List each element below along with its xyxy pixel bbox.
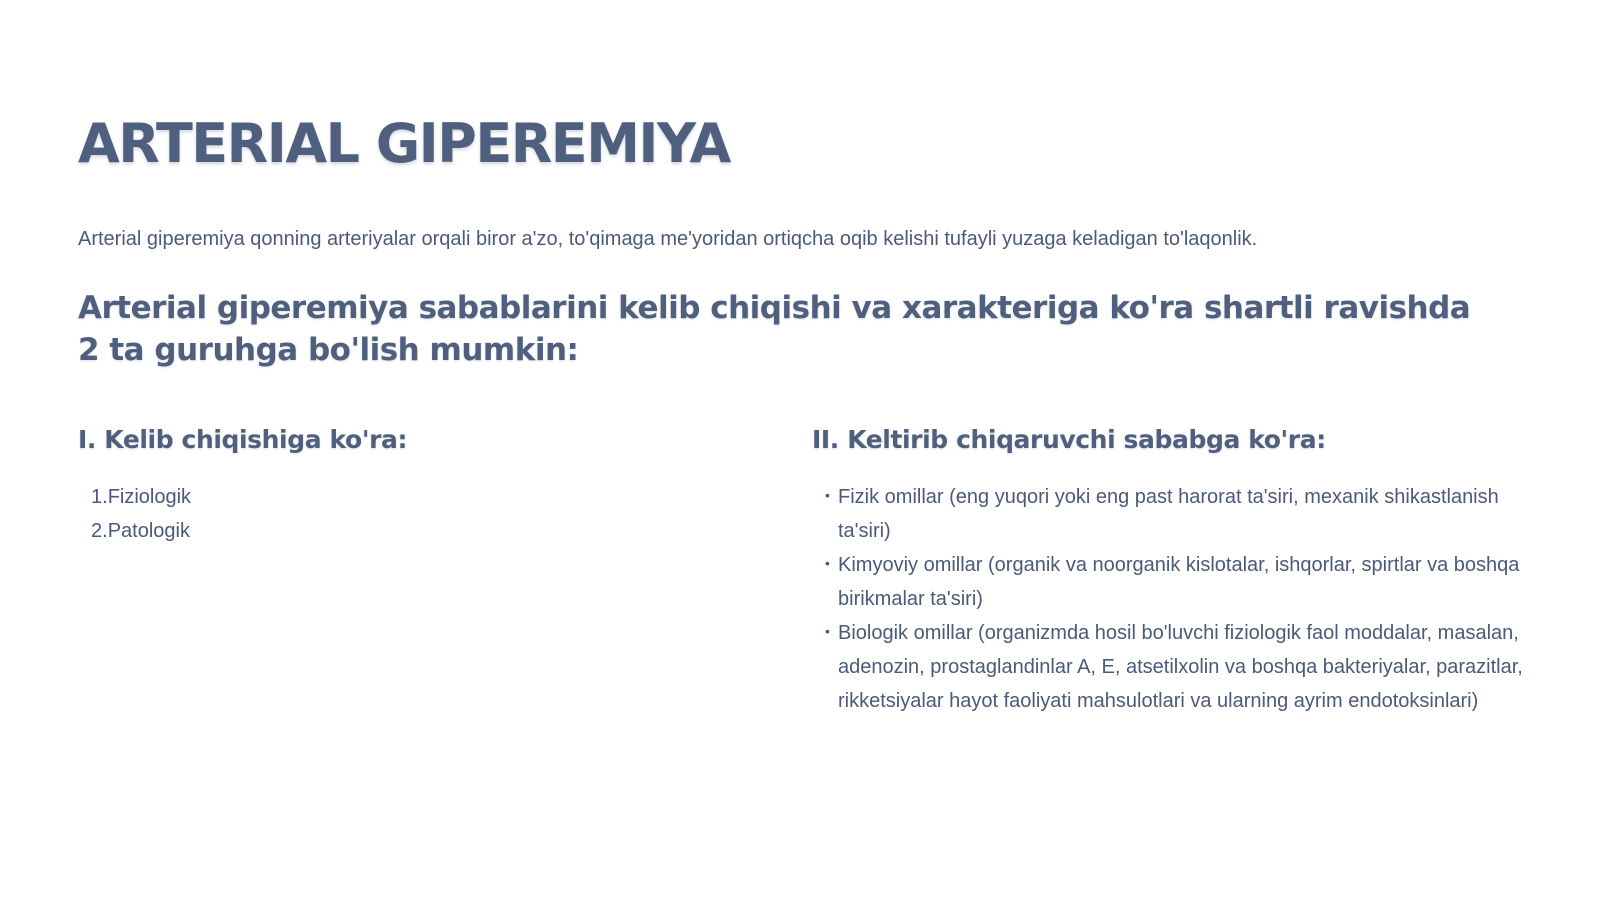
cause-list (812, 480, 1532, 718)
list-item (91, 480, 758, 514)
left-column (78, 422, 758, 548)
bullet-icon: • (825, 555, 830, 571)
right-column (812, 422, 1532, 718)
list-item-text: Biologik omillar (organizmda hosil bo'luvchi fiziologik faol moddalar, masalan, adenozin, prostaglandinlar A, E, atsetilxolin va boshqa bakteriyalar, parazitlar, rikketsiyalar hayot faoliyati mahsulotlari va ularning ayrim endotoksinlari) (838, 622, 1523, 712)
bullet-icon: • (825, 623, 830, 639)
section-subtitle: Arterial giperemiya sabablarini kelib chiqishi va xarakteriga ko'ra shartli ravishda 2 ta guruhga bo'lish mumkin: (78, 290, 1471, 368)
bullet-icon: • (825, 487, 830, 503)
list-item-number: 1. (91, 486, 108, 508)
list-item-text: Patologik (107, 520, 190, 542)
list-item-number: 2. (91, 520, 108, 542)
right-column-heading: II. Keltirib chiqaruvchi sababga ko'ra: (812, 425, 1326, 454)
list-item-text: Fiziologik (107, 486, 192, 508)
slide-title: ARTERIAL GIPEREMIYA (78, 112, 730, 175)
list-item-text: Fizik omillar (eng yuqori yoki eng past harorat ta'siri, mexanik shikastlanish ta'siri) (838, 486, 1499, 542)
intro-text: Arterial giperemiya qonning arteriyalar orqali biror a'zo, to'qimaga me'yoridan ortiqcha oqib kelishi tufayli yuzaga keladigan to'laqonlik. (78, 228, 1258, 250)
origin-list (78, 480, 758, 548)
left-column-heading: I. Kelib chiqishiga ko'ra: (78, 425, 408, 454)
list-item (91, 514, 758, 548)
list-item (812, 480, 1532, 548)
list-item (812, 548, 1532, 616)
list-item (812, 616, 1532, 718)
list-item-text: Kimyoviy omillar (organik va noorganik kislotalar, ishqorlar, spirtlar va boshqa birikmalar ta'siri) (838, 554, 1520, 610)
